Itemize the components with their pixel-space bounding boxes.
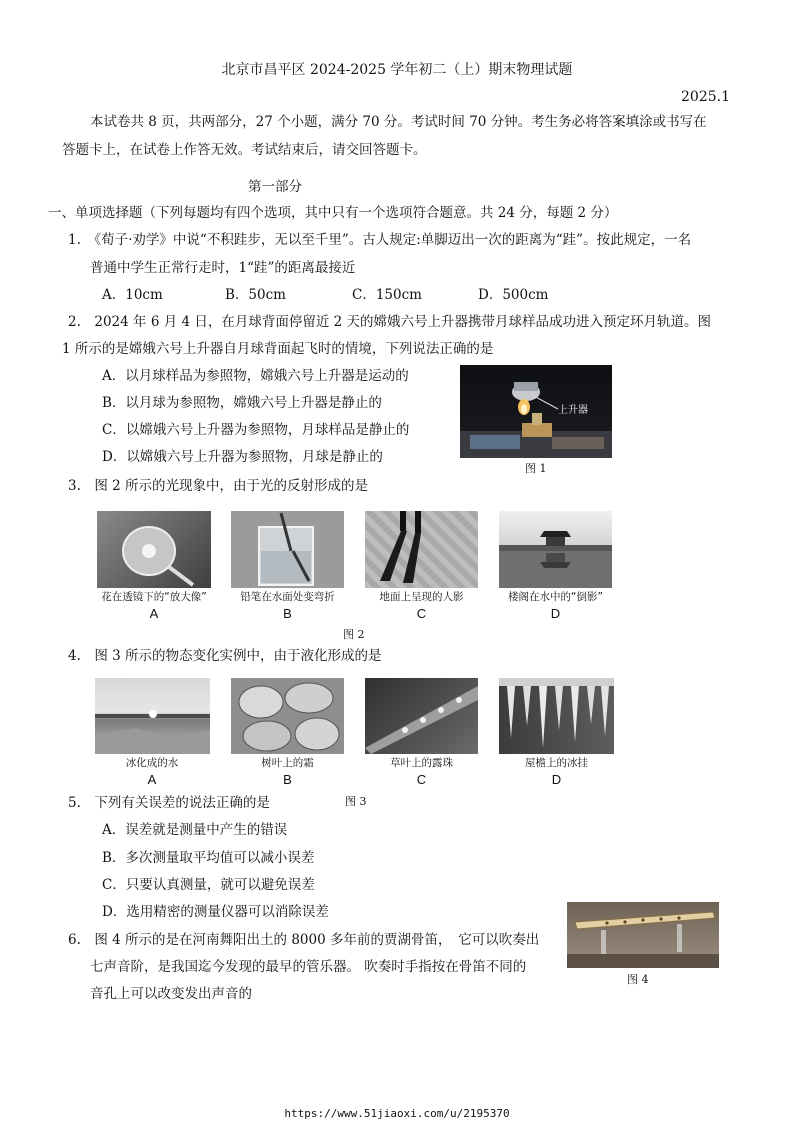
q2-option-b: B．以月球为参照物，嫦娥六号上升器是静止的 bbox=[102, 395, 382, 411]
figure-3c-caption: 草叶上的露珠 bbox=[390, 757, 453, 769]
frost-leaves-illustration bbox=[231, 678, 344, 754]
figure-2c-caption: 地面上呈现的人影 bbox=[379, 591, 464, 603]
q2-stem-line-2: 1 所示的是嫦娥六号上升器自月球背面起飞时的情境，下列说法正确的是 bbox=[62, 341, 494, 357]
figure-3b-letter: B bbox=[283, 772, 292, 787]
part-title: 第一部分 bbox=[248, 179, 302, 195]
figure-1-annotation: 上升器 bbox=[558, 405, 588, 416]
q6-stem-line-1: 6. 图 4 所示的是在河南舞阳出土的 8000 多年前的贾湖骨笛， 它可以吹奏出 bbox=[68, 932, 540, 948]
q5-stem: 5. 下列有关误差的说法正确的是 bbox=[68, 795, 270, 811]
q1-option-c: C．150cm bbox=[352, 287, 422, 303]
exam-date: 2025.1 bbox=[681, 89, 730, 105]
q2-option-d: D．以嫦娥六号上升器为参照物，月球是静止的 bbox=[102, 449, 383, 465]
figure-2-label: 图 2 bbox=[343, 628, 365, 641]
figure-3c-letter: C bbox=[416, 772, 427, 787]
figure-3d-letter: D bbox=[551, 772, 562, 787]
intro-line-2: 答题卡上，在试卷上作答无效。考试结束后，请交回答题卡。 bbox=[62, 142, 427, 158]
figure-2c-letter: C bbox=[416, 606, 427, 621]
figure-2c-photo bbox=[365, 511, 478, 588]
figure-1-photo bbox=[460, 365, 612, 458]
exam-title: 北京市昌平区 2024-2025 学年初二（上）期末物理试题 bbox=[221, 62, 573, 78]
figure-4-label: 图 4 bbox=[627, 973, 649, 986]
figure-1-label: 图 1 bbox=[525, 462, 547, 475]
figure-2b-letter: B bbox=[283, 606, 292, 621]
intro-line-1: 本试卷共 8 页，共两部分，27 个小题，满分 70 分。考试时间 70 分钟。考生务必将答案填涂或书写在 bbox=[90, 114, 707, 130]
bone-flute-illustration bbox=[567, 902, 719, 968]
shadow-illustration bbox=[365, 511, 478, 588]
melting-ice-illustration bbox=[95, 678, 210, 754]
section-title: 一、单项选择题（下列每题均有四个选项，其中只有一个选项符合题意。共 24 分，每题 2 分） bbox=[48, 205, 618, 221]
figure-3b-photo bbox=[231, 678, 344, 754]
q5-option-b: B．多次测量取平均值可以减小误差 bbox=[102, 850, 315, 866]
q1-option-d: D．500cm bbox=[478, 287, 549, 303]
q2-option-c: C．以嫦娥六号上升器为参照物，月球样品是静止的 bbox=[102, 422, 410, 438]
q1-stem-line-1: 1. 《荀子·劝学》中说“不积跬步，无以至千里”。古人规定:单脚迈出一次的距离为“跬”。按此规定，一名 bbox=[68, 232, 692, 248]
figure-3c-photo bbox=[365, 678, 478, 754]
footer-url[interactable]: https://www.51jiaoxi.com/u/2195370 bbox=[284, 1107, 510, 1120]
figure-2d-photo bbox=[499, 511, 612, 588]
figure-3a-caption: 冰化成的水 bbox=[125, 757, 179, 769]
figure-2a-caption: 花在透镜下的“放大像” bbox=[101, 591, 207, 603]
figure-2d-letter: D bbox=[550, 606, 561, 621]
figure-2d-caption: 楼阁在水中的“倒影” bbox=[508, 591, 603, 603]
q1-option-a: A．10cm bbox=[102, 287, 163, 303]
figure-3-label: 图 3 bbox=[345, 795, 367, 808]
q1-option-b: B．50cm bbox=[225, 287, 286, 303]
q5-option-a: A．误差就是测量中产生的错误 bbox=[102, 822, 288, 838]
q1-stem-line-2: 普通中学生正常行走时，1“跬”的距离最接近 bbox=[90, 260, 356, 276]
q3-stem: 3. 图 2 所示的光现象中，由于光的反射形成的是 bbox=[68, 478, 369, 494]
q4-stem: 4. 图 3 所示的物态变化实例中，由于液化形成的是 bbox=[68, 648, 382, 664]
q6-stem-line-3: 音孔上可以改变发出声音的 bbox=[90, 986, 252, 1002]
figure-2a-letter: A bbox=[149, 606, 159, 621]
q2-option-a: A．以月球样品为参照物，嫦娥六号上升器是运动的 bbox=[102, 368, 409, 384]
figure-3d-caption: 屋檐上的冰挂 bbox=[525, 757, 588, 769]
figure-2a-photo bbox=[97, 511, 211, 588]
figure-2b-photo bbox=[231, 511, 344, 588]
pavilion-reflection-illustration bbox=[499, 511, 612, 588]
q5-option-c: C．只要认真测量，就可以避免误差 bbox=[102, 877, 315, 893]
icicles-illustration bbox=[499, 678, 614, 754]
figure-3a-letter: A bbox=[147, 772, 157, 787]
pencil-in-water-illustration bbox=[231, 511, 344, 588]
ascender-illustration bbox=[460, 365, 612, 458]
figure-4-photo bbox=[567, 902, 719, 968]
lens-illustration bbox=[97, 511, 211, 588]
figure-2b-caption: 铅笔在水面处变弯折 bbox=[240, 591, 335, 603]
q2-stem-line-1: 2. 2024 年 6 月 4 日，在月球背面停留近 2 天的嫦娥六号上升器携带月球样品成功进入预定环月轨道。图 bbox=[68, 314, 712, 330]
q6-stem-line-2: 七声音阶，是我国迄今发现的最早的管乐器。 吹奏时手指按在骨笛不同的 bbox=[90, 959, 527, 975]
dew-grass-illustration bbox=[365, 678, 478, 754]
q5-option-d: D．选用精密的测量仪器可以消除误差 bbox=[102, 904, 329, 920]
figure-3d-photo bbox=[499, 678, 614, 754]
figure-3a-photo bbox=[95, 678, 210, 754]
figure-3b-caption: 树叶上的霜 bbox=[261, 757, 314, 769]
